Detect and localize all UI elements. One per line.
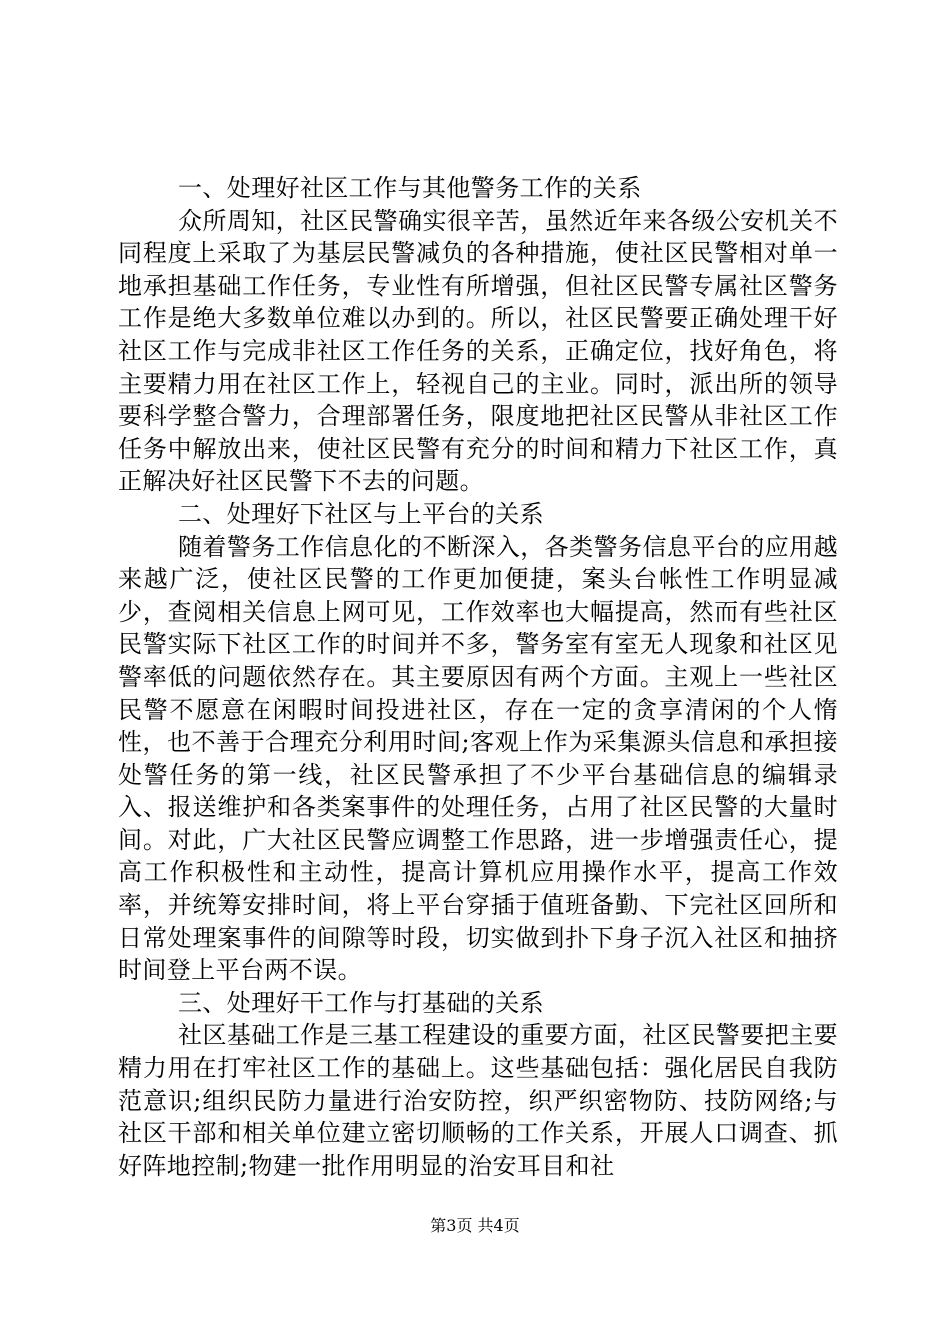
- section-heading-1: 一、处理好社区工作与其他警务工作的关系: [178, 174, 642, 202]
- page-number-footer: 第3页 共4页: [430, 1216, 520, 1235]
- section-heading-2: 二、处理好下社区与上平台的关系: [178, 499, 544, 528]
- body-paragraph-1: 众所周知，社区民警确实很辛苦，虽然近年来各级公安机关不同程度上采取了为基层民警减负的各种措施，使社区民警相对单一地承担基础工作任务，专业性有所增强，但社区民警专属社区警务工作是绝大多数单位难以办到的。所以，社区民警要正确处理干好社区工作与完成非社区工作任务的关系，正确定位，找好角色，将主要精力用在社区工作上，轻视自己的主业。同时，派出所的领导要科学整合警力，合理部署任务，限度地把社区民警从非社区工作任务中解放出来，使社区民警有充分的时间和精力下社区工作，真正解决好社区民警下不去的问题。: [118, 206, 838, 496]
- body-paragraph-3: 社区基础工作是三基工程建设的重要方面，社区民警要把主要精力用在打牢社区工作的基础上。这些基础包括：强化居民自我防范意识;组织民防力量进行治安防控，织严织密物防、技防网络;与社区干部和相关单位建立密切顺畅的工作关系，开展人口调查、抓好阵地控制;物建一批作用明显的治安耳目和社: [118, 1021, 838, 1180]
- body-paragraph-2: 随着警务工作信息化的不断深入，各类警务信息平台的应用越来越广泛，使社区民警的工作更加便捷，案头台帐性工作明显减少，查阅相关信息上网可见，工作效率也大幅提高，然而有些社区民警实际下社区工作的时间并不多，警务室有室无人现象和社区见警率低的问题依然存在。其主要原因有两个方面。主观上一些社区民警不愿意在闲暇时间投进社区，存在一定的贪享清闲的个人惰性，也不善于合理充分利用时间;客观上作为采集源头信息和承担接处警任务的第一线，社区民警承担了不少平台基础信息的编辑录入、报送维护和各类案事件的处理任务，占用了社区民警的大量时间。对此，广大社区民警应调整工作思路，进一步增强责任心，提高工作积极性和主动性，提高计算机应用操作水平，提高工作效率，并统筹安排时间，将上平台穿插于值班备勤、下完社区回所和日常处理案事件的间隙等时段，切实做到扑下身子沉入社区和抽挤时间登上平台两不误。: [118, 532, 838, 985]
- section-heading-3: 三、处理好干工作与打基础的关系: [178, 988, 544, 1017]
- document-body: [118, 172, 838, 1182]
